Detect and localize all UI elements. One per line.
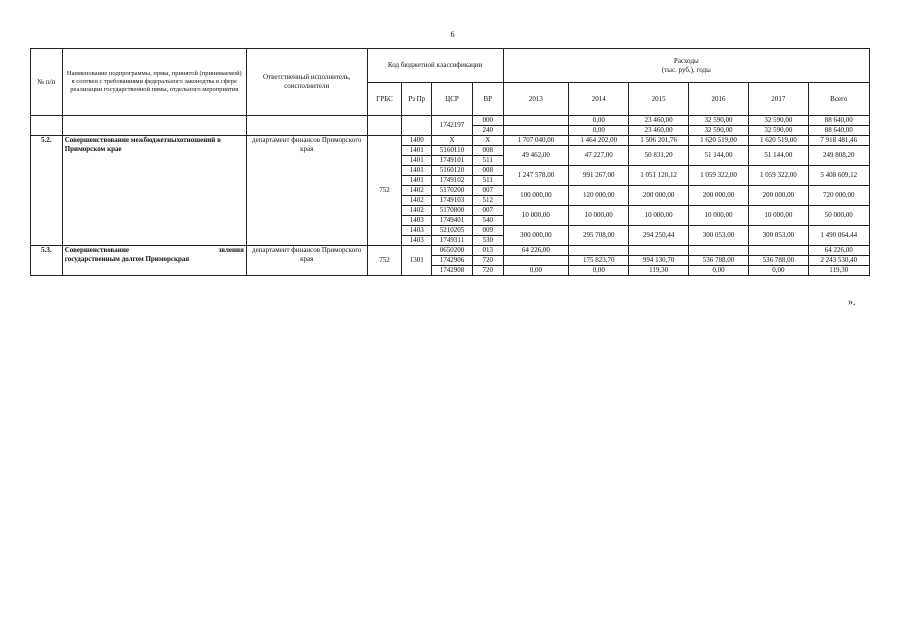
cell-csr: 1749101 — [432, 156, 473, 166]
cell-2015: 1 051 120,12 — [629, 166, 688, 186]
cell-2013: 10 000,00 — [503, 206, 568, 226]
cell-csr: X — [432, 136, 473, 146]
cell-vr: 511 — [472, 176, 503, 186]
cell-2016: 10 000,00 — [688, 206, 748, 226]
cell-rzpr: 1403 — [402, 236, 432, 246]
header-expenses: Расходы (тыс. руб.), годы — [503, 49, 869, 83]
cell-rzpr: 1400 — [402, 136, 432, 146]
cell-2016: 0,00 — [688, 266, 748, 276]
cell-rzpr: 1401 — [402, 156, 432, 166]
cell-rzpr: 1403 — [402, 226, 432, 236]
cell-vr: 007 — [472, 206, 503, 216]
cell-2017: 32 590,00 — [749, 116, 808, 126]
cell-2017: 0,00 — [749, 266, 808, 276]
cell-grbs: 752 — [367, 246, 402, 276]
header-budget-code: Код бюджетной классификации — [367, 49, 503, 83]
cell-vr: 008 — [472, 166, 503, 176]
cell-csr: 1749401 — [432, 216, 473, 226]
cell-vr: 240 — [472, 126, 503, 136]
cell-2017: 536 788,00 — [749, 256, 808, 266]
cell-2014: 991 267,00 — [569, 166, 629, 186]
cell-2017: 300 053,00 — [749, 226, 808, 246]
header-total: Всего — [808, 83, 870, 116]
cell-2014: 0,00 — [569, 266, 629, 276]
cell-rzpr: 1401 — [402, 166, 432, 176]
cell-rzpr: 1401 — [402, 176, 432, 186]
cell-total: 5 408 609,12 — [808, 166, 870, 186]
cell-2013: 1 247 578,00 — [503, 166, 568, 186]
cell-2016: 1 620 519,00 — [688, 136, 748, 146]
cell-2015: 119,30 — [629, 266, 688, 276]
cell-csr: 5160110 — [432, 146, 473, 156]
cell-csr: 0650200 — [432, 246, 473, 256]
cell-2017: 10 000,00 — [749, 206, 808, 226]
section-name-5-3 — [62, 246, 246, 276]
section-name-5-3-word1: Совершенствование — [64, 246, 129, 254]
section-num-5-2: 5.2. — [31, 136, 63, 246]
header-grbs: ГРБС — [367, 83, 402, 116]
cell-2016: 200 000,00 — [688, 186, 748, 206]
cell-total: 64 226,00 — [808, 246, 870, 256]
cell-2014: 0,00 — [569, 126, 629, 136]
header-executor: Ответственный исполнитель, соисполнители — [246, 49, 367, 116]
cell-rzpr: 1402 — [402, 186, 432, 196]
cell-rzpr: 1403 — [402, 216, 432, 226]
header-2017: 2017 — [749, 83, 808, 116]
cell-2013: 49 462,00 — [503, 146, 568, 166]
header-name: Наименование подпрограммы, прмы, принятой (принимаемой) в соотвен с требованиями федерального законодтва в сфере реализации государственной пвмы, отдельного мероприятия — [62, 49, 246, 116]
cell-vr: 530 — [472, 236, 503, 246]
cell-2015: 200 000,00 — [629, 186, 688, 206]
cell-rzpr: 1402 — [402, 196, 432, 206]
header-vr: ВР — [472, 83, 503, 116]
header-2016: 2016 — [688, 83, 748, 116]
section-name-5-2: Совершенствование межбюджетныхотношений в Приморском крае — [62, 136, 246, 246]
header-rzpr: Рз Пр — [402, 83, 432, 116]
cell-total: 119,30 — [808, 266, 870, 276]
cell-vr: X — [472, 136, 503, 146]
cell-2014: 0,00 — [569, 116, 629, 126]
header-2014: 2014 — [569, 83, 629, 116]
cell-vr: 007 — [472, 186, 503, 196]
section-executor-5-3: департамент финансов Приморского края — [246, 246, 367, 276]
cell-2015: 294 250,44 — [629, 226, 688, 246]
cell-vr: 013 — [472, 246, 503, 256]
cell-csr: 5170200 — [432, 186, 473, 196]
cell-total: 720 000,00 — [808, 186, 870, 206]
cell-csr: 1749103 — [432, 196, 473, 206]
cell-grbs: 752 — [367, 136, 402, 246]
page-number: 6 — [450, 30, 455, 39]
cell-2014: 10 000,00 — [569, 206, 629, 226]
cell-2017: 32 590,00 — [749, 126, 808, 136]
cell-2015: 23 460,00 — [629, 126, 688, 136]
cell-rzpr: 1301 — [402, 246, 432, 276]
cell-rzpr: 1402 — [402, 206, 432, 216]
cell-2017: 51 144,00 — [749, 146, 808, 166]
cell-csr: 1749311 — [432, 236, 473, 246]
cell-vr: 008 — [472, 146, 503, 156]
cell-2015: 23 460,00 — [629, 116, 688, 126]
section-num-5-3: 5.3. — [31, 246, 63, 276]
cell-2015: 994 130,70 — [629, 256, 688, 266]
cell-vr: 720 — [472, 266, 503, 276]
cell-total: 2 243 530,40 — [808, 256, 870, 266]
cell-2014: 175 823,70 — [569, 256, 629, 266]
cell-vr: 009 — [472, 226, 503, 236]
cell-2015: 10 000,00 — [629, 206, 688, 226]
section-name-5-3-line2: государственным долгом Приморскрая — [64, 255, 190, 263]
cell-total: 1 490 064,44 — [808, 226, 870, 246]
cell-2016: 32 590,00 — [688, 126, 748, 136]
section-name-5-3-word2: звления — [218, 246, 244, 254]
cell-2017: 1 620 519,00 — [749, 136, 808, 146]
closing-quote: ». — [848, 297, 856, 308]
cell-2015: 1 506 201,76 — [629, 136, 688, 146]
cell-vr: 511 — [472, 156, 503, 166]
header-num: № п/п — [31, 49, 63, 116]
cell-total: 7 918 481,46 — [808, 136, 870, 146]
cell-2013: 0,00 — [503, 266, 568, 276]
table-row — [31, 116, 870, 126]
cell-vr: 720 — [472, 256, 503, 266]
cell-total: 50 000,00 — [808, 206, 870, 226]
header-csr: ЦСР — [432, 83, 473, 116]
cell-csr: 1742197 — [432, 116, 473, 136]
cell-csr: 1742906 — [432, 256, 473, 266]
cell-2016: 300 053,00 — [688, 226, 748, 246]
cell-vr: 540 — [472, 216, 503, 226]
cell-csr: 5160120 — [432, 166, 473, 176]
cell-vr: 000 — [472, 116, 503, 126]
cell-2014: 295 708,00 — [569, 226, 629, 246]
cell-2014: 120 000,00 — [569, 186, 629, 206]
cell-total: 249 808,20 — [808, 146, 870, 166]
cell-vr: 512 — [472, 196, 503, 206]
header-2013: 2013 — [503, 83, 568, 116]
cell-csr: 5210205 — [432, 226, 473, 236]
section-executor-5-2: департамент финансов Приморского края — [246, 136, 367, 246]
cell-rzpr: 1401 — [402, 146, 432, 156]
cell-2017: 200 000,00 — [749, 186, 808, 206]
table-row — [31, 136, 870, 146]
cell-total: 88 640,00 — [808, 126, 870, 136]
cell-2014: 47 227,00 — [569, 146, 629, 166]
cell-csr: 1749102 — [432, 176, 473, 186]
cell-2016: 32 590,00 — [688, 116, 748, 126]
table-row — [31, 246, 870, 256]
cell-2013: 100 000,00 — [503, 186, 568, 206]
cell-2013: 300 000,00 — [503, 226, 568, 246]
header-2015: 2015 — [629, 83, 688, 116]
cell-2013: 1 707 040,00 — [503, 136, 568, 146]
cell-2016: 51 144,00 — [688, 146, 748, 166]
cell-2016: 1 059 322,00 — [688, 166, 748, 186]
cell-2013: 64 226,00 — [503, 246, 568, 256]
cell-2014: 1 464 202,00 — [569, 136, 629, 146]
budget-table — [30, 48, 870, 276]
cell-2015: 50 831,20 — [629, 146, 688, 166]
cell-2017: 1 059 322,00 — [749, 166, 808, 186]
cell-total: 88 640,00 — [808, 116, 870, 126]
cell-csr: 1742908 — [432, 266, 473, 276]
cell-csr: 5170800 — [432, 206, 473, 216]
cell-2016: 536 788,00 — [688, 256, 748, 266]
